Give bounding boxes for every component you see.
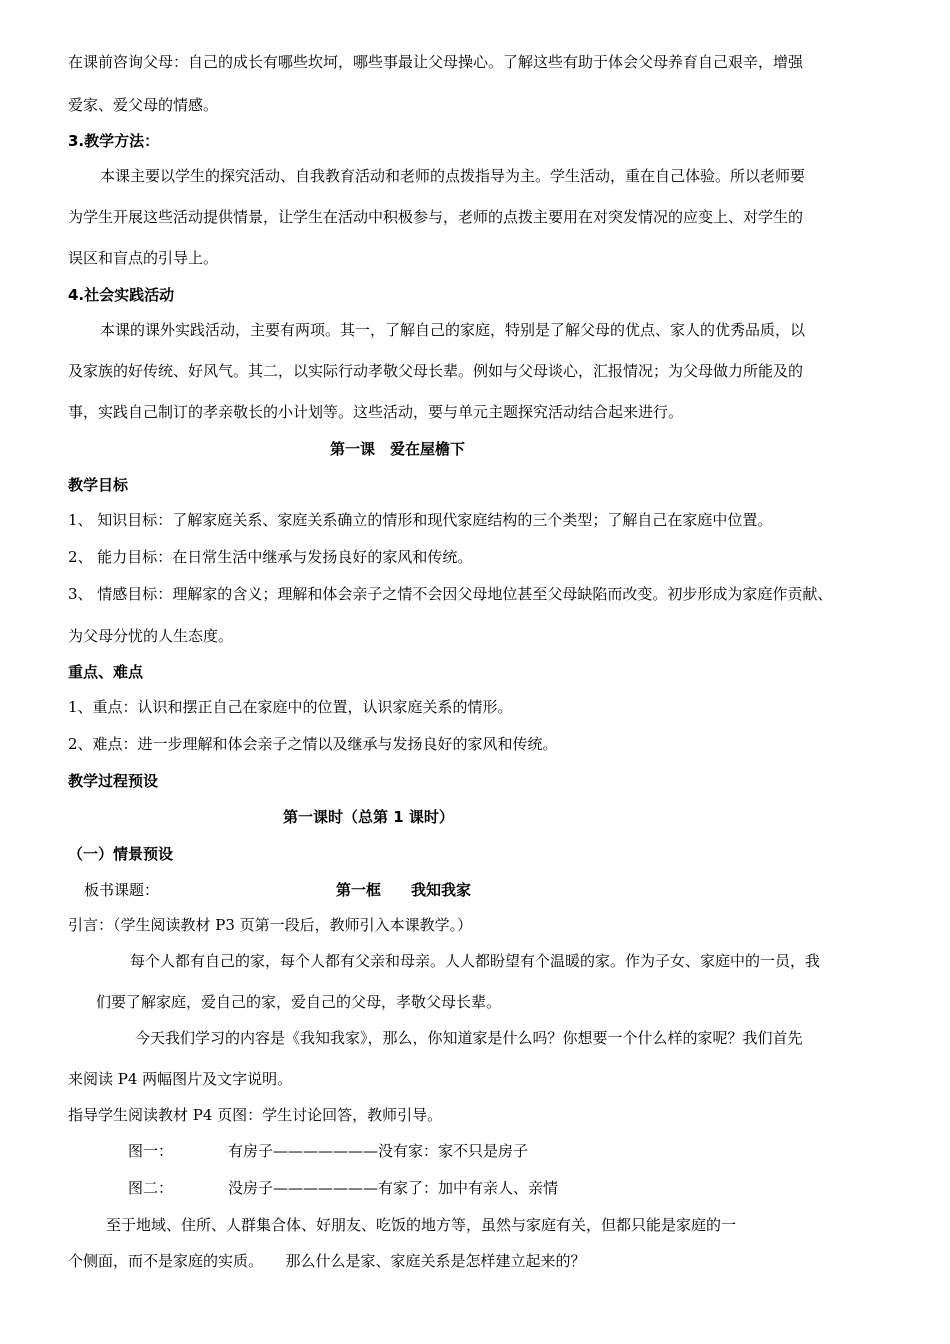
- goal-item-continued: 为父母分忧的人生态度。: [68, 627, 234, 645]
- figure-label: 图一：: [128, 1142, 174, 1160]
- key-point-item: 2、难点：进一步理解和体会亲子之情以及继承与发扬良好的家风和传统。: [68, 735, 558, 753]
- figure-text: 没房子———————有家了：加中有亲人、亲情: [228, 1179, 559, 1197]
- paragraph-line: 每个人都有自己的家，每个人都有父亲和母亲。人人都盼望有个温暖的家。作为子女、家庭中的一员，我: [130, 952, 821, 970]
- goal-item: 2、 能力目标：在日常生活中继承与发扬良好的家风和传统。: [68, 548, 473, 566]
- intro-line: 引言：（学生阅读教材 P3 页第一段后，教师引入本课教学。）: [68, 916, 473, 934]
- section-heading-process: 教学过程预设: [68, 772, 159, 790]
- paragraph-line: 事，实践自己制订的孝亲敬长的小计划等。这些活动，要与单元主题探究活动结合起来进行。: [68, 403, 684, 421]
- paragraph-line: 今天我们学习的内容是《我知我家》，那么，你知道家是什么吗？你想要一个什么样的家呢？我们首先: [135, 1029, 803, 1047]
- paragraph-line: 来阅读 P4 两幅图片及文字说明。: [68, 1070, 293, 1088]
- guide-line: 指导学生阅读教材 P4 页图：学生讨论回答，教师引导。: [68, 1106, 443, 1124]
- board-title: 第一框 我知我家: [336, 881, 472, 899]
- paragraph-line: 本课主要以学生的探究活动、自我教育活动和老师的点拨指导为主。学生活动，重在自己体验。所以老师要: [100, 167, 806, 185]
- goal-item: 3、 情感目标：理解家的含义；理解和体会亲子之情不会因父母地位甚至父母缺陷而改变。初步形成为家庭作贡献、: [68, 585, 833, 603]
- period-title: 第一课时（总第 1 课时）: [283, 808, 454, 826]
- paragraph-line: 个侧面，而不是家庭的实质。 那么什么是家、家庭关系是怎样建立起来的？: [68, 1252, 586, 1270]
- key-point-item: 1、重点：认识和摆正自己在家庭中的位置，认识家庭关系的情形。: [68, 698, 513, 716]
- figure-text: 有房子———————没有家：家不只是房子: [228, 1142, 529, 1160]
- section-heading-scene: （一）情景预设: [68, 845, 174, 863]
- goal-item: 1、 知识目标：了解家庭关系、家庭关系确立的情形和现代家庭结构的三个类型；了解自己在家庭中位置。: [68, 511, 773, 529]
- section-heading-methods: 3.教学方法：: [68, 132, 160, 150]
- section-heading-practice: 4.社会实践活动: [68, 286, 175, 304]
- paragraph-line: 至于地域、住所、人群集合体、好朋友、吃饭的地方等，虽然与家庭有关，但都只能是家庭的一: [106, 1216, 737, 1234]
- paragraph-line: 爱家、爱父母的情感。: [68, 96, 219, 114]
- paragraph-line: 误区和盲点的引导上。: [68, 249, 219, 267]
- figure-label: 图二：: [128, 1179, 174, 1197]
- board-label: 板书课题：: [84, 881, 160, 899]
- paragraph-line: 本课的课外实践活动，主要有两项。其一，了解自己的家庭，特别是了解父母的优点、家人的优秀品质，以: [100, 321, 806, 339]
- paragraph-line: 为学生开展这些活动提供情景，让学生在活动中积极参与，老师的点拨主要用在对突发情况的应变上、对学生的: [68, 208, 804, 226]
- paragraph-line: 们要了解家庭，爱自己的家，爱自己的父母，孝敬父母长辈。: [96, 993, 502, 1011]
- lesson-title: 第一课 爱在屋檐下: [330, 440, 466, 458]
- paragraph-line: 在课前咨询父母：自己的成长有哪些坎坷，哪些事最让父母操心。了解这些有助于体会父母养育自己艰辛，增强: [68, 53, 804, 71]
- section-heading-goals: 教学目标: [68, 476, 129, 494]
- paragraph-line: 及家族的好传统、好风气。其二，以实际行动孝敬父母长辈。例如与父母谈心，汇报情况；为父母做力所能及的: [68, 362, 804, 380]
- section-heading-key-points: 重点、难点: [68, 663, 144, 681]
